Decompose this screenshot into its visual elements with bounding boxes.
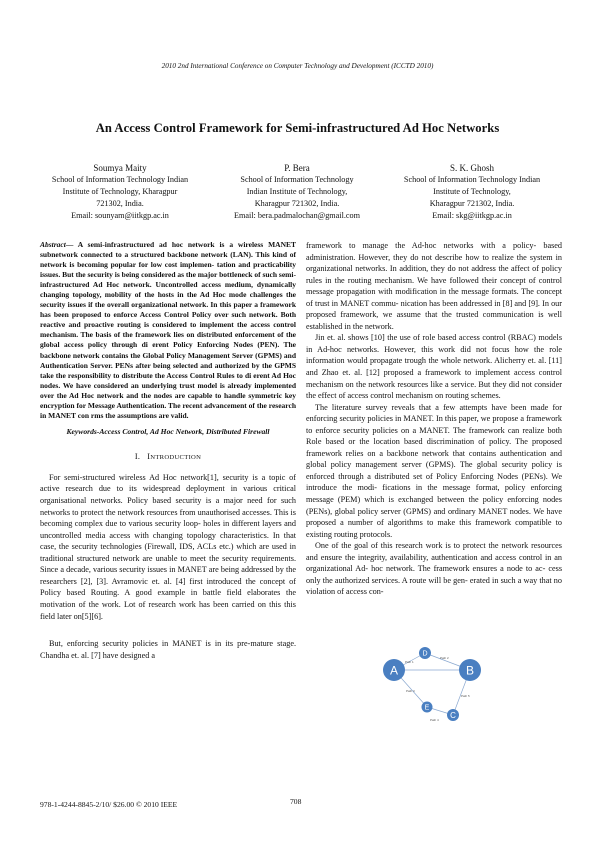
edge-label: Path 4 bbox=[430, 718, 439, 722]
node-label: C bbox=[450, 711, 456, 720]
author-affiliation-line: Institute of Technology, bbox=[433, 187, 511, 196]
author-affiliation-line: Kharagpur 721302, India. bbox=[254, 199, 340, 208]
author-block-3 bbox=[380, 162, 564, 222]
footer-isbn: 978-1-4244-8845-2/10/ $26.00 © 2010 IEEE bbox=[40, 800, 178, 809]
author-email: Email: bera.padmalochan@gmail.com bbox=[234, 211, 360, 220]
author-affiliation-line: School of Information Technology Indian bbox=[403, 175, 541, 184]
author-name: P. Bera bbox=[284, 163, 310, 173]
edge-label: Path 1 bbox=[405, 660, 414, 664]
body-paragraph: For semi-structured wireless Ad Hoc network[1], security is a topic of active research due to its widespread deployment in various critical organisational networks. Policy based security is a major need for such networks to protect the network resources from unauthorised accesses. This is becoming complex due to various security loop- holes in different layers and uncontrolled media access with changing topology characteristics. In that case, the security technologies (Firewall, IDS, ACLs etc.) which are used in traditional structured network are unable to meet the security requirements. Since a decade, various security issues in MANET are being addressed by the researchers [2], [3]. Avramovic et. al. [4] first introduced the concept of Policy based Routing. A good example in battle field elaborates the motivation of the work. Lot of research work has been carried on this this field later on[5][6]. bbox=[40, 472, 296, 621]
body-paragraph: Jin et. al. shows [10] the use of role based access control (RBAC) models in Ad-hoc networks. However, this work did not focus how the role information would propagate trough the whole network. Alicherry et. al. [11] and Zhao et. al. [12] proposed a framework to implement access control mechanism on the network resources like a service. But they did not consider the effect of access control mechanism on routing schemes. bbox=[306, 333, 562, 401]
conference-header: 2010 2nd International Conference on Computer Technology and Development (ICCTD 2010) bbox=[161, 62, 434, 70]
abstract-text: A semi-infrastructured ad hoc network is a wireless MANET subnetwork connected to a structured backbone network (LAN). This kind of network is becoming popular for low cost implemen- tation and practicability issues. But the security is being considered as the major bottleneck of such semi-infrastructured Ad Hoc network. Uncontrolled access medium, dynamically changing topology, mobility of the hosts in the Ad Hoc mode challenges the security issues if the overall organizational network. In this paper a framework has been proposed to enforce Access Control Policy over such network. Both reactive and proactive routing is considered to implement the access control mechanism. The basis of the framework lies on distributed enforcement of the global access policy through di erent Policy Enforcing Nodes (PEN). The backbone network contains the Global Policy Management Server (GPMS) and Authentication Server. PENs after being selected and authorized by the GPMS take the responsibility to distribute the Access Control Rules to di erent Ad Hoc nodes. We have considered an underlying trust model is already implemented over the Ad Hoc network and the nodes are capable to handle symmetric key encryption for Message Authentication. The recent advancement of the research in MANET con rms the assumptions are valid. bbox=[40, 240, 296, 420]
section-heading-introduction bbox=[40, 451, 296, 464]
edge-label: Path 3 bbox=[406, 689, 415, 693]
section-title-initial: I bbox=[147, 452, 151, 462]
author-affiliation-line: Kharagpur 721302, India. bbox=[429, 199, 515, 208]
edge-label: Path 2 bbox=[440, 656, 449, 660]
author-affiliation-line: 721302, India. bbox=[96, 199, 144, 208]
body-paragraph: The literature survey reveals that a few attempts have been made for enforcing security policies in MANET. In this paper, we propose a framework to enforce security policies on a MANET. The framework can realize both Role based or the location based discrimination of policy. The proposed framework relies on a backbone network that contains authentication and global policy management server (GPMS). The global security policy is enforced through a distributed set of Policy Enforcing Nodes (PENs). We introduce the modi- fications in the message format, policy enforcing message (PEM) which is exchanged between the policy enforcing nodes (PENs), global policy server (GPMS) and ordinary MANET nodes. We have proposed a number of algorithms to make this framework compatible to existing routing protocols. bbox=[306, 402, 562, 539]
author-affiliation-line: Institute of Technology, Kharagpur bbox=[62, 187, 178, 196]
edge-label: Path 5 bbox=[461, 694, 470, 698]
right-column bbox=[306, 240, 562, 598]
network-diagram bbox=[378, 645, 490, 735]
page-number: 708 bbox=[290, 797, 302, 806]
body-paragraph: One of the goal of this research work is to protect the network resources and ensure the integrity, availability, authentication and access control in an organizational Ad- hoc network. The framework ensures a node to ac- cess only the authorized services. A route will be gen- erated in such a way that no violation of access con- bbox=[306, 541, 562, 597]
node-label: A bbox=[389, 663, 399, 678]
left-column bbox=[40, 240, 296, 661]
author-email: Email: sounyam@iitkgp.ac.in bbox=[71, 211, 169, 220]
node-label: B bbox=[465, 663, 475, 678]
author-block-1 bbox=[28, 162, 212, 222]
abstract bbox=[40, 240, 296, 421]
body-paragraph: framework to manage the Ad-hoc networks with a policy- based administration. However, they do not describe how to realize the system in organizational networks. In addition, they do not address the affect of policy rules in the routing mechanism. We have followed their concept of control message propagation with modification in the message formats. The concept of trust in MANET commu- nication has been addressed in [8] and [9]. In our proposed framework, we assume that the trusted communication is well established in the network. bbox=[306, 241, 562, 331]
node-label: E bbox=[424, 704, 430, 712]
section-number: I. bbox=[134, 452, 141, 462]
node-label: D bbox=[422, 650, 428, 658]
author-block-2 bbox=[205, 162, 389, 222]
section-title-rest: NTRODUCTION bbox=[150, 454, 202, 462]
author-email: Email: skg@iitkgp.ac.in bbox=[432, 211, 512, 220]
author-affiliation-line: School of Information Technology Indian bbox=[51, 175, 189, 184]
author-name: Soumya Maity bbox=[93, 163, 147, 173]
body-paragraph: But, enforcing security policies in MANET is in its pre-mature stage. Chandha et. al. [7] have designed a bbox=[40, 639, 296, 660]
paper-title: An Access Control Framework for Semi-infrastructured Ad Hoc Networks bbox=[95, 121, 500, 135]
abstract-label: Abstract— bbox=[40, 240, 74, 249]
author-affiliation-line: Indian Institute of Technology, bbox=[246, 187, 348, 196]
author-affiliation-line: School of Information Technology bbox=[240, 175, 354, 184]
keywords: Keywords-Access Control, Ad Hoc Network, Distributed Firewall bbox=[66, 426, 270, 436]
author-name: S. K. Ghosh bbox=[449, 163, 494, 173]
